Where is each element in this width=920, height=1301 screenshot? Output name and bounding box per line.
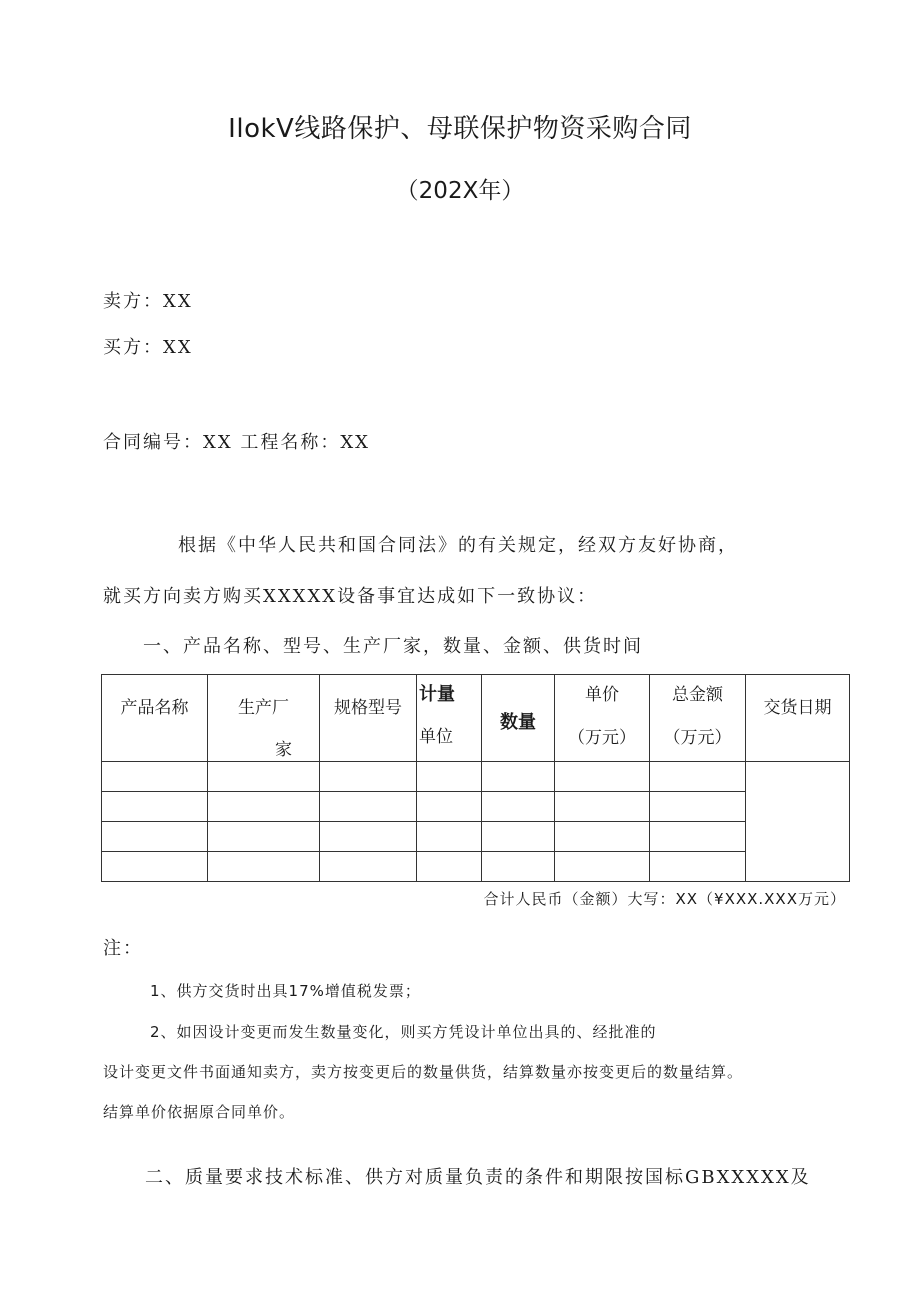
table-cell	[320, 792, 417, 822]
table-cell	[320, 762, 417, 792]
header-product-name-text: 产品名称	[120, 698, 189, 718]
note-1: 1、供方交货时出具17%增值税发票；	[150, 982, 421, 1000]
header-unit-price	[555, 675, 650, 762]
table-row	[102, 792, 850, 822]
table-cell	[650, 792, 746, 822]
table-cell	[320, 822, 417, 852]
table-cell	[208, 762, 320, 792]
table-row	[102, 762, 850, 792]
header-unit-price-line2: （万元）	[568, 728, 636, 748]
header-quantity	[482, 675, 555, 762]
document-title: IlokV线路保护、母联保护物资采购合同	[228, 114, 692, 144]
header-unit-line1: 计量	[419, 684, 455, 705]
table-cell	[102, 762, 208, 792]
header-model	[320, 675, 417, 762]
table-row	[102, 852, 850, 882]
table-cell	[208, 852, 320, 882]
table-cell	[555, 852, 650, 882]
note-2-line-1: 2、如因设计变更而发生数量变化，则买方凭设计单位出具的、经批准的	[150, 1023, 657, 1041]
header-manufacturer	[208, 675, 320, 762]
header-unit	[417, 675, 482, 762]
table-cell	[650, 852, 746, 882]
header-total-line2: （万元）	[663, 728, 732, 748]
header-manufacturer-line2: 家	[275, 740, 292, 760]
buyer-line: 买方：XX	[103, 337, 193, 358]
table-cell	[482, 852, 555, 882]
document-year: （202X年）	[395, 178, 525, 204]
note-label: 注：	[103, 938, 143, 959]
header-unit-price-line1: 单价	[585, 685, 619, 705]
header-unit-line2: 单位	[419, 727, 453, 747]
table-header-row	[102, 675, 850, 762]
header-manufacturer-line1: 生产厂	[238, 698, 289, 718]
table-cell	[320, 852, 417, 882]
header-delivery-date-text: 交货日期	[763, 698, 832, 718]
table-cell	[555, 762, 650, 792]
section-1-heading: 一、产品名称、型号、生产厂家，数量、金额、供货时间	[143, 636, 643, 657]
table-cell	[417, 822, 482, 852]
table-cell	[208, 792, 320, 822]
table-cell	[102, 852, 208, 882]
table-cell	[102, 792, 208, 822]
table-cell	[417, 762, 482, 792]
seller-line: 卖方：XX	[103, 291, 193, 312]
intro-paragraph-line-1: 根据《中华人民共和国合同法》的有关规定，经双方友好协商，	[178, 535, 738, 556]
contract-number-line: 合同编号：XX 工程名称：XX	[103, 432, 370, 453]
table-cell	[482, 792, 555, 822]
table-cell	[555, 792, 650, 822]
header-product-name	[102, 675, 208, 762]
total-amount-line: 合计人民币（金额）大写：XX（¥XXX.XXX万元）	[483, 890, 846, 908]
section-2-line: 二、质量要求技术标准、供方对质量负责的条件和期限按国标GBXXXXX及	[145, 1167, 811, 1188]
header-delivery-date	[746, 675, 850, 762]
table-cell	[417, 852, 482, 882]
table-cell	[650, 822, 746, 852]
header-model-text: 规格型号	[334, 698, 402, 718]
goods-table	[101, 674, 850, 882]
delivery-date-merged-cell	[746, 762, 850, 882]
table-cell	[482, 762, 555, 792]
table-row	[102, 822, 850, 852]
header-total	[650, 675, 746, 762]
intro-paragraph-line-2: 就买方向卖方购买XXXXX设备事宜达成如下一致协议：	[103, 586, 598, 607]
table-cell	[650, 762, 746, 792]
table-cell	[102, 822, 208, 852]
table-cell	[555, 822, 650, 852]
table-cell	[208, 822, 320, 852]
note-2-line-3: 结算单价依据原合同单价。	[103, 1103, 296, 1121]
header-quantity-text: 数量	[500, 712, 536, 733]
table-cell	[417, 792, 482, 822]
note-2-line-2: 设计变更文件书面通知卖方，卖方按变更后的数量供货，结算数量亦按变更后的数量结算。	[103, 1063, 744, 1081]
table-cell	[482, 822, 555, 852]
header-total-line1: 总金额	[672, 685, 723, 705]
